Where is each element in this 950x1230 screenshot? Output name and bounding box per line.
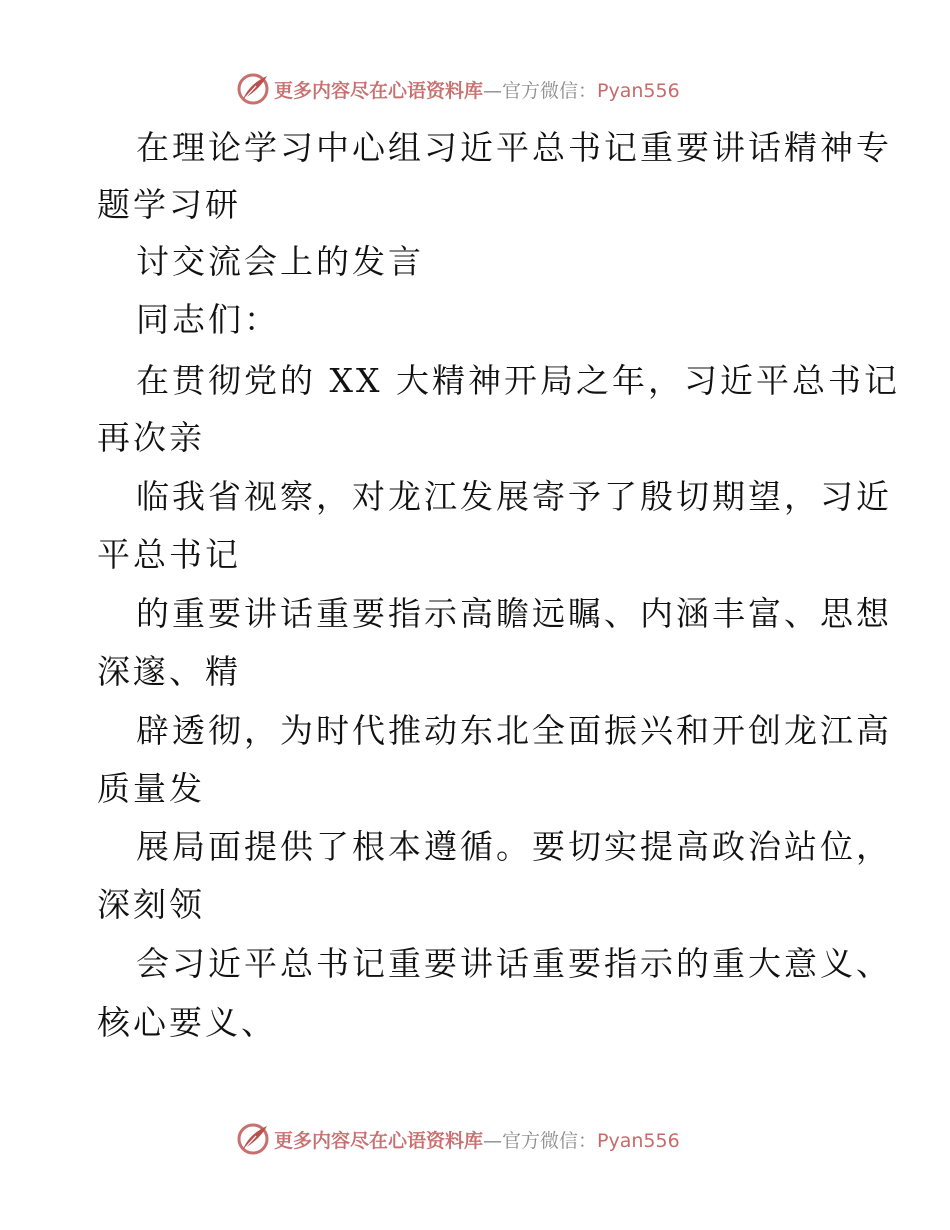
watermark-text <box>274 76 680 103</box>
text-line: 平总书记 <box>97 535 241 574</box>
quill-pen-logo-icon <box>236 72 270 106</box>
watermark-label: 官方微信： <box>502 1129 598 1152</box>
text-line: 在理论学习中心组习近平总书记重要讲话精神专 <box>136 128 892 167</box>
text-line: 辟透彻，为时代推动东北全面振兴和开创龙江高 <box>136 711 892 750</box>
text-line: 同志们： <box>136 300 280 339</box>
watermark-id: Pyan556 <box>597 1129 680 1152</box>
watermark-label: 官方微信： <box>502 79 598 102</box>
watermark-banner-top <box>236 72 736 106</box>
text-line: 质量发 <box>97 769 205 808</box>
text-line: 临我省视察，对龙江发展寄予了殷切期望，习近 <box>136 477 892 516</box>
watermark-banner-bottom <box>236 1122 736 1156</box>
text-line: 再次亲 <box>97 418 205 457</box>
watermark-id: Pyan556 <box>597 79 680 102</box>
quill-pen-logo-icon <box>236 1122 270 1156</box>
watermark-brand: 更多内容尽在心语资料库 <box>274 79 484 102</box>
text-line: 展局面提供了根本遵循。要切实提高政治站位， <box>136 827 892 866</box>
text-line: 深刻领 <box>97 885 205 924</box>
text-line: 会习近平总书记重要讲话重要指示的重大意义、 <box>136 944 892 983</box>
watermark-separator: — <box>483 1129 503 1152</box>
text-line: 深邃、精 <box>97 652 241 691</box>
text-line: 核心要义、 <box>97 1003 277 1042</box>
text-line: 的重要讲话重要指示高瞻远瞩、内涵丰富、思想 <box>136 594 892 633</box>
watermark-text <box>274 1126 680 1153</box>
watermark-brand: 更多内容尽在心语资料库 <box>274 1129 484 1152</box>
text-line: 在贯彻党的 XX 大精神开局之年，习近平总书记 <box>136 361 900 400</box>
text-line: 题学习研 <box>97 185 241 224</box>
watermark-separator: — <box>483 79 503 102</box>
text-line: 讨交流会上的发言 <box>136 242 424 281</box>
